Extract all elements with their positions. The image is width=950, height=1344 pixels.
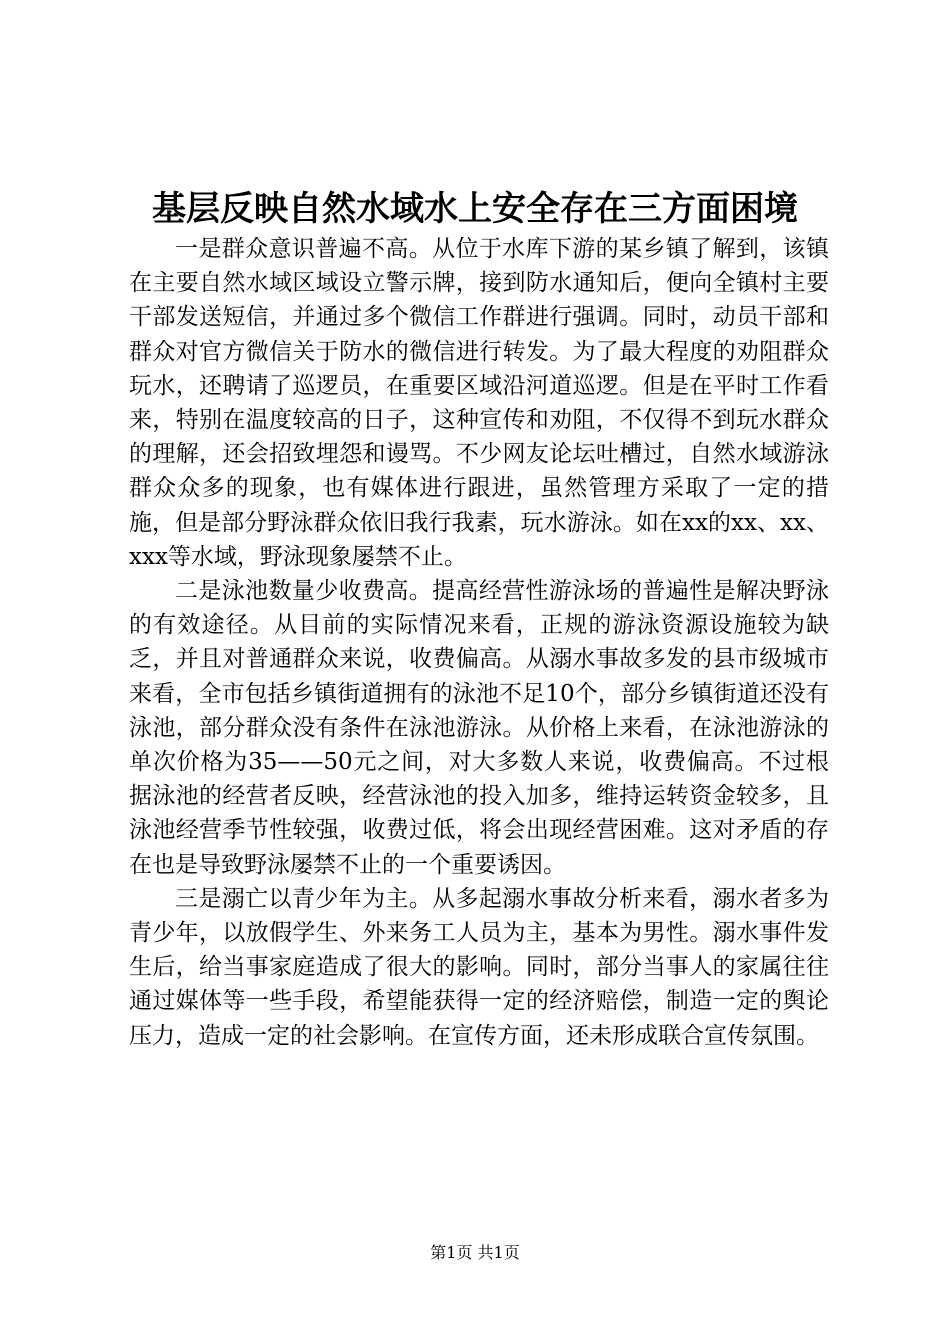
page-footer: 第1页 共1页 [430,1243,520,1262]
document-body [129,232,829,1053]
paragraph-2: 二是泳池数量少收费高。提高经营性游泳场的普遍性是解决野泳的有效途径。从目前的实际情况来看，正规的游泳资源设施较为缺乏，并且对普通群众来说，收费偏高。从溺水事故多发的县市级城市来看，全市包括乡镇街道拥有的泳池不足10个，部分乡镇街道还没有泳池，部分群众没有条件在泳池游泳。从价格上来看，在泳池游泳的单次价格为35——50元之间，对大多数人来说，收费偏高。不过根据泳池的经营者反映，经营泳池的投入加多，维持运转资金较多，且泳池经营季节性较强，收费过低，将会出现经营困难。这对矛盾的存在也是导致野泳屡禁不止的一个重要诱因。 [129,578,829,878]
document-title: 基层反映自然水域水上安全存在三方面困境 [152,189,798,229]
paragraph-1: 一是群众意识普遍不高。从位于水库下游的某乡镇了解到，该镇在主要自然水域区域设立警示牌，接到防水通知后，便向全镇村主要干部发送短信，并通过多个微信工作群进行强调。同时，动员干部和群众对官方微信关于防水的微信进行转发。为了最大程度的劝阻群众玩水，还聘请了巡逻员，在重要区域沿河道巡逻。但是在平时工作看来，特别在温度较高的日子，这种宣传和劝阻，不仅得不到玩水群众的理解，还会招致埋怨和谩骂。不少网友论坛吐槽过，自然水域游泳群众众多的现象，也有媒体进行跟进，虽然管理方采取了一定的措施，但是部分野泳群众依旧我行我素，玩水游泳。如在xx的xx、xx、xxx等水域，野泳现象屡禁不止。 [129,236,829,570]
paragraph-3: 三是溺亡以青少年为主。从多起溺水事故分析来看，溺水者多为青少年，以放假学生、外来务工人员为主，基本为男性。溺水事件发生后，给当事家庭造成了很大的影响。同时，部分当事人的家属往往通过媒体等一些手段，希望能获得一定的经济赔偿，制造一定的舆论压力，造成一定的社会影响。在宣传方面，还未形成联合宣传氛围。 [129,885,829,1049]
